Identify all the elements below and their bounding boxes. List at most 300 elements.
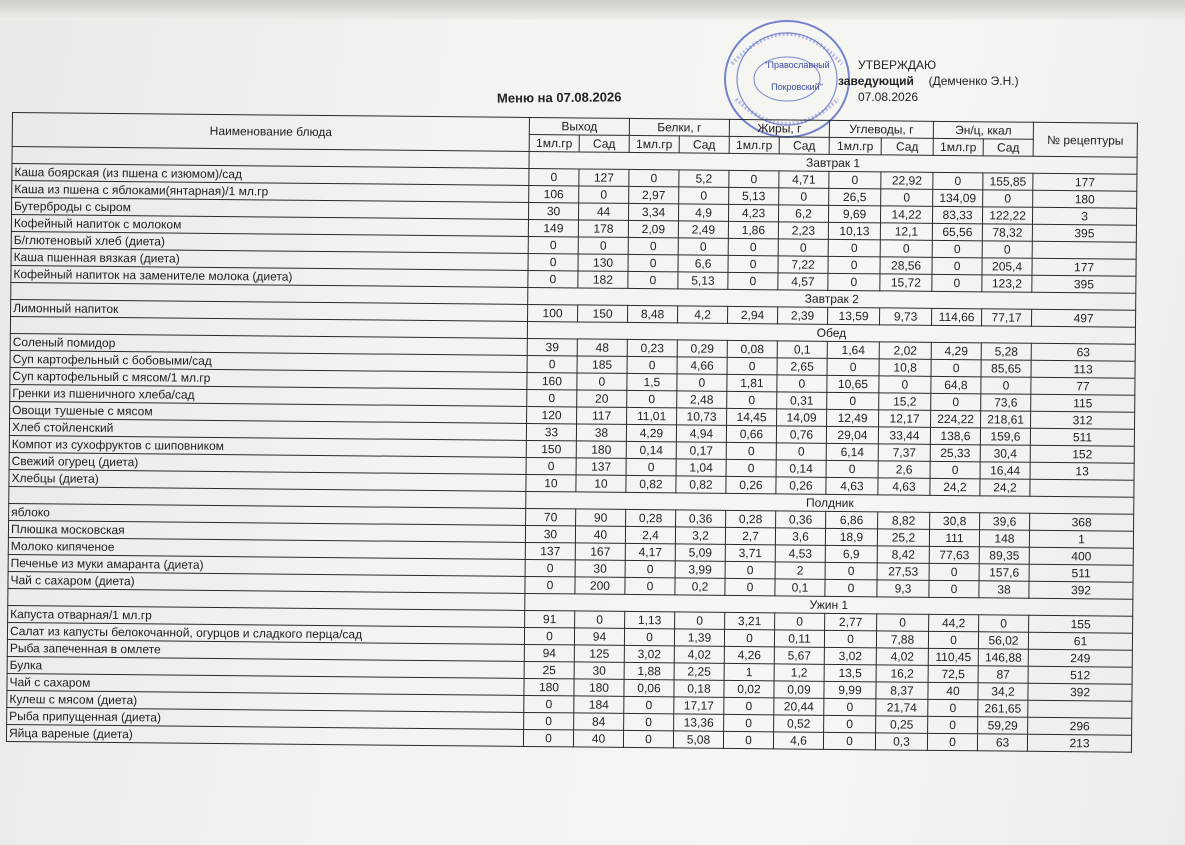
table-cell: 77,63 bbox=[929, 546, 979, 563]
table-cell: 40 bbox=[573, 730, 623, 747]
subheader-sad: Сад bbox=[983, 139, 1033, 156]
table-cell: 0,26 bbox=[726, 476, 776, 493]
table-cell: 44,2 bbox=[929, 614, 979, 631]
table-cell: 12,1 bbox=[880, 223, 932, 240]
table-cell: 2,48 bbox=[677, 391, 727, 408]
table-cell: 180 bbox=[574, 679, 624, 696]
table-cell: 0 bbox=[624, 713, 674, 730]
subheader-sad: Сад bbox=[579, 135, 629, 152]
table-cell: 30,4 bbox=[980, 445, 1030, 462]
table-cell: 0 bbox=[879, 376, 931, 393]
table-cell: 0 bbox=[677, 374, 727, 391]
table-cell: 4,57 bbox=[778, 273, 828, 290]
table-cell: 0,31 bbox=[777, 392, 827, 409]
table-cell: 1,64 bbox=[827, 341, 879, 358]
table-cell: 14,09 bbox=[777, 409, 827, 426]
table-cell: 218,61 bbox=[981, 411, 1031, 428]
table-cell: 2,77 bbox=[825, 613, 877, 630]
table-cell: 0,28 bbox=[726, 510, 776, 527]
table-cell: 4,29 bbox=[626, 424, 676, 441]
table-cell: 0,09 bbox=[774, 681, 824, 698]
table-cell: 10,73 bbox=[677, 408, 727, 425]
table-cell: 0,36 bbox=[676, 510, 726, 527]
table-cell: 0 bbox=[624, 696, 674, 713]
table-cell: 0 bbox=[627, 356, 677, 373]
table-cell: 15,72 bbox=[880, 274, 932, 291]
dish-name: Каша пшенная вязкая (диета) bbox=[11, 248, 528, 270]
table-cell: 0 bbox=[981, 377, 1031, 394]
table-cell: 0 bbox=[629, 169, 679, 186]
table-cell: 0 bbox=[929, 580, 979, 597]
table-cell: 395 bbox=[1032, 275, 1136, 293]
table-cell: 0 bbox=[524, 695, 574, 712]
table-cell: 0 bbox=[726, 442, 776, 459]
table-cell: 177 bbox=[1033, 173, 1137, 191]
table-cell: 90 bbox=[576, 509, 626, 526]
table-cell: 56,02 bbox=[978, 632, 1028, 649]
table-cell: 22,92 bbox=[881, 172, 933, 189]
table-cell: 0 bbox=[775, 613, 825, 630]
table-cell: 8,37 bbox=[876, 682, 928, 699]
table-cell: 0,02 bbox=[724, 680, 774, 697]
table-cell: 4,26 bbox=[724, 646, 774, 663]
table-cell: 0,18 bbox=[674, 680, 724, 697]
table-cell: 0 bbox=[579, 186, 629, 203]
table-cell: 10 bbox=[576, 475, 626, 492]
subheader-sad: Сад bbox=[779, 137, 829, 154]
table-cell: 1 bbox=[1029, 530, 1133, 548]
table-cell: 16,2 bbox=[876, 665, 928, 682]
table-cell: 155 bbox=[1029, 615, 1133, 633]
table-cell: 0,3 bbox=[875, 733, 927, 750]
approve-date: 07.08.2026 bbox=[858, 90, 919, 104]
dish-name: Чай с сахаром (диета) bbox=[8, 571, 525, 593]
table-cell: 25,2 bbox=[877, 529, 929, 546]
table-cell: 3 bbox=[1033, 207, 1137, 225]
dish-name: Хлеб стойленский bbox=[9, 418, 526, 440]
table-cell: 152 bbox=[1030, 445, 1134, 463]
table-cell: 1,86 bbox=[728, 221, 778, 238]
table-cell: 8,82 bbox=[878, 512, 930, 529]
table-cell: 77,17 bbox=[982, 309, 1032, 326]
table-cell: 368 bbox=[1030, 513, 1134, 531]
table-cell: 0 bbox=[628, 271, 678, 288]
table-cell: 2,09 bbox=[628, 220, 678, 237]
table-cell: 0,82 bbox=[626, 475, 676, 492]
table-cell: 29,04 bbox=[826, 426, 878, 443]
table-cell: 20,44 bbox=[774, 698, 824, 715]
header-recipe: № рецептуры bbox=[1033, 122, 1137, 157]
table-cell: 0 bbox=[627, 390, 677, 407]
table-cell: 149 bbox=[528, 219, 578, 236]
approve-label: УТВЕРЖДАЮ bbox=[858, 58, 937, 72]
table-cell: 77 bbox=[1031, 377, 1135, 395]
table-cell: 9,3 bbox=[877, 580, 929, 597]
table-cell: 137 bbox=[576, 458, 626, 475]
dish-name: Суп картофельный с мясом/1 мл.гр bbox=[10, 367, 527, 389]
dish-name: Чай с сахаром bbox=[7, 673, 524, 695]
table-cell: 0 bbox=[828, 256, 880, 273]
table-cell: 0 bbox=[626, 458, 676, 475]
table-cell: 2,49 bbox=[678, 221, 728, 238]
section-title: Обед bbox=[527, 321, 1135, 344]
table-cell: 184 bbox=[574, 696, 624, 713]
table-cell: 4,02 bbox=[674, 646, 724, 663]
dish-name: Суп картофельный с бобовыми/сад bbox=[10, 350, 527, 372]
table-cell: 25 bbox=[524, 661, 574, 678]
table-cell: 6,6 bbox=[678, 255, 728, 272]
table-cell: 1,81 bbox=[727, 374, 777, 391]
header-output: Выход bbox=[529, 117, 629, 135]
table-cell: 0 bbox=[529, 168, 579, 185]
table-cell: 83,33 bbox=[933, 206, 983, 223]
table-cell: 178 bbox=[578, 220, 628, 237]
table-cell: 0 bbox=[527, 355, 577, 372]
table-cell: 0 bbox=[827, 392, 879, 409]
dish-name: Б/глютеновый хлеб (диета) bbox=[11, 231, 528, 253]
stamp-text bbox=[762, 60, 832, 70]
table-cell: 0 bbox=[779, 188, 829, 205]
table-cell: 10 bbox=[526, 474, 576, 491]
table-cell: 137 bbox=[525, 542, 575, 559]
table-cell: 138,6 bbox=[930, 427, 980, 444]
dish-name: Кофейный напиток с молоком bbox=[11, 215, 528, 237]
table-cell: 2,94 bbox=[728, 306, 778, 323]
table-cell: 113 bbox=[1031, 360, 1135, 378]
table-cell: 61 bbox=[1028, 632, 1132, 650]
table-cell: 14,22 bbox=[880, 206, 932, 223]
table-cell: 0 bbox=[778, 239, 828, 256]
table-cell: 7,88 bbox=[876, 631, 928, 648]
dish-name: Яйца вареные (диета) bbox=[6, 724, 523, 746]
table-cell: 0 bbox=[526, 457, 576, 474]
paper-top-edge bbox=[0, 0, 1185, 20]
table-cell: 511 bbox=[1029, 564, 1133, 582]
table-cell: 0 bbox=[982, 241, 1032, 258]
table-cell: 4,71 bbox=[779, 171, 829, 188]
table-cell: 0 bbox=[724, 697, 774, 714]
table-cell: 89,35 bbox=[979, 547, 1029, 564]
dish-name: Овощи тушеные с мясом bbox=[10, 401, 527, 423]
dish-name: Капуста отварная/1 мл.гр bbox=[8, 605, 525, 627]
table-cell: 5,08 bbox=[673, 731, 723, 748]
table-cell: 0,76 bbox=[776, 426, 826, 443]
table-cell: 13,5 bbox=[824, 664, 876, 681]
table-cell: 4,53 bbox=[775, 545, 825, 562]
subheader-sad: Сад bbox=[881, 138, 933, 155]
dish-name: Плюшка московская bbox=[8, 520, 525, 542]
table-cell: 0 bbox=[881, 189, 933, 206]
table-cell: 392 bbox=[1028, 683, 1132, 701]
subheader-ml: 1мл.гр bbox=[629, 135, 679, 152]
table-cell: 148 bbox=[979, 530, 1029, 547]
header-energy: Эн/ц, ккал bbox=[933, 121, 1033, 139]
table-cell: 30 bbox=[528, 202, 578, 219]
table-cell: 182 bbox=[578, 271, 628, 288]
table-cell: 0,11 bbox=[774, 630, 824, 647]
table-cell: 0,2 bbox=[675, 578, 725, 595]
table-cell: 73,6 bbox=[981, 394, 1031, 411]
table-cell: 0,28 bbox=[626, 509, 676, 526]
table-cell: 25,33 bbox=[930, 444, 980, 461]
table-cell: 0 bbox=[979, 615, 1029, 632]
table-cell: 4,17 bbox=[625, 543, 675, 560]
table-cell: 4,23 bbox=[728, 204, 778, 221]
table-cell: 3,02 bbox=[824, 647, 876, 664]
table-cell: 39 bbox=[527, 338, 577, 355]
table-cell: 1 bbox=[724, 663, 774, 680]
table-cell: 0 bbox=[726, 459, 776, 476]
table-cell: 0,82 bbox=[676, 476, 726, 493]
table-cell: 0 bbox=[729, 170, 779, 187]
table-cell: 0,25 bbox=[876, 716, 928, 733]
table-cell: 3,6 bbox=[775, 528, 825, 545]
table-cell: 0 bbox=[931, 393, 981, 410]
table-cell: 70 bbox=[526, 508, 576, 525]
table-cell: 5,13 bbox=[678, 272, 728, 289]
table-cell: 0,14 bbox=[626, 441, 676, 458]
table-cell: 9,99 bbox=[824, 681, 876, 698]
table-cell: 0 bbox=[524, 627, 574, 644]
table-cell: 0 bbox=[824, 698, 876, 715]
table-cell: 63 bbox=[1031, 343, 1135, 361]
table-cell: 134,09 bbox=[933, 189, 983, 206]
table-cell: 4,94 bbox=[676, 425, 726, 442]
table-cell: 9,73 bbox=[880, 308, 932, 325]
table-cell: 160 bbox=[527, 372, 577, 389]
table-cell: 10,13 bbox=[828, 222, 880, 239]
table-cell: 0 bbox=[983, 190, 1033, 207]
table-cell: 0,14 bbox=[776, 460, 826, 477]
table-cell: 0 bbox=[932, 274, 982, 291]
table-cell: 5,09 bbox=[675, 544, 725, 561]
table-cell: 33,44 bbox=[878, 427, 930, 444]
table-cell: 114,66 bbox=[932, 308, 982, 325]
table-cell: 7,22 bbox=[778, 256, 828, 273]
table-cell: 157,6 bbox=[979, 564, 1029, 581]
table-cell: 497 bbox=[1032, 309, 1136, 327]
table-cell: 3,71 bbox=[725, 544, 775, 561]
table-cell: 0 bbox=[578, 237, 628, 254]
table-cell: 18,9 bbox=[825, 528, 877, 545]
table-cell: 0 bbox=[825, 579, 877, 596]
table-cell: 21,74 bbox=[876, 699, 928, 716]
table-cell: 0 bbox=[527, 389, 577, 406]
stamp-line2: Покровский" bbox=[771, 82, 823, 92]
table-cell: 0 bbox=[628, 254, 678, 271]
header-name: Наименование блюда bbox=[12, 113, 529, 152]
table-cell: 0 bbox=[728, 238, 778, 255]
table-cell: 296 bbox=[1028, 717, 1132, 735]
table-cell: 125 bbox=[574, 645, 624, 662]
table-cell: 30 bbox=[525, 525, 575, 542]
table-cell: 1,5 bbox=[627, 373, 677, 390]
table-cell: 2,7 bbox=[725, 527, 775, 544]
subheader-ml: 1мл.гр bbox=[829, 137, 881, 154]
table-cell: 0 bbox=[624, 628, 674, 645]
subheader-ml: 1мл.гр bbox=[933, 138, 983, 155]
dish-name: яблоко bbox=[9, 503, 526, 525]
table-cell: 0 bbox=[625, 577, 675, 594]
table-cell: 17,17 bbox=[674, 697, 724, 714]
table-cell: 392 bbox=[1029, 581, 1133, 599]
menu-table bbox=[6, 112, 1138, 753]
table-cell: 30 bbox=[574, 662, 624, 679]
table-cell: 180 bbox=[1033, 190, 1137, 208]
table-cell: 63 bbox=[977, 734, 1027, 751]
table-cell: 4,02 bbox=[876, 648, 928, 665]
table-cell: 0 bbox=[727, 357, 777, 374]
table-cell: 115 bbox=[1031, 394, 1135, 412]
table-cell: 0 bbox=[826, 460, 878, 477]
table-cell: 3,21 bbox=[725, 612, 775, 629]
table-cell: 155,85 bbox=[983, 173, 1033, 190]
table-cell: 312 bbox=[1031, 411, 1135, 429]
approve-signer: (Демченко Э.Н.) bbox=[928, 74, 1019, 88]
table-cell: 0 bbox=[824, 630, 876, 647]
table-cell: 6,86 bbox=[826, 511, 878, 528]
dish-name: Печенье из муки амаранта (диета) bbox=[8, 554, 525, 576]
table-cell: 213 bbox=[1027, 734, 1131, 752]
table-cell: 2,4 bbox=[625, 526, 675, 543]
table-cell: 0 bbox=[725, 578, 775, 595]
section-title: Ужин 1 bbox=[525, 593, 1133, 616]
table-cell: 8,48 bbox=[628, 305, 678, 322]
table-cell: 10,65 bbox=[827, 375, 879, 392]
table-cell: 2,97 bbox=[629, 186, 679, 203]
table-cell: 0 bbox=[523, 729, 573, 746]
table-cell: 6,14 bbox=[826, 443, 878, 460]
table-cell: 3,2 bbox=[675, 527, 725, 544]
table-cell: 0 bbox=[628, 237, 678, 254]
table-cell: 4,6 bbox=[773, 732, 823, 749]
table-cell: 185 bbox=[577, 356, 627, 373]
table-cell: 205,4 bbox=[982, 258, 1032, 275]
table-cell: 0 bbox=[728, 272, 778, 289]
table-cell: 0 bbox=[525, 559, 575, 576]
table-cell: 27,53 bbox=[877, 563, 929, 580]
table-cell: 512 bbox=[1028, 666, 1132, 684]
table-cell: 1,88 bbox=[624, 662, 674, 679]
dish-name: Каша из пшена с яблоками(янтарная)/1 мл.гр bbox=[12, 181, 529, 203]
table-cell: 0 bbox=[829, 171, 881, 188]
table-cell: 0 bbox=[724, 629, 774, 646]
header-proteins: Белки, г bbox=[629, 118, 729, 136]
table-cell: 30,8 bbox=[930, 512, 980, 529]
table-cell: 0 bbox=[678, 238, 728, 255]
table-cell: 40 bbox=[928, 682, 978, 699]
table-cell: 0 bbox=[931, 359, 981, 376]
table-cell: 0 bbox=[528, 236, 578, 253]
table-cell: 9,69 bbox=[828, 205, 880, 222]
table-cell: 0 bbox=[675, 612, 725, 629]
table-cell: 511 bbox=[1030, 428, 1134, 446]
table-cell: 91 bbox=[525, 610, 575, 627]
table-cell: 4,63 bbox=[878, 478, 930, 495]
table-cell: 2,6 bbox=[878, 461, 930, 478]
dish-name: Бутерброды с сыром bbox=[12, 198, 529, 220]
table-cell: 40 bbox=[575, 526, 625, 543]
dish-name: Салат из капусты белокочанной, огурцов и сладкого перца/сад bbox=[7, 622, 524, 644]
table-cell: 4,9 bbox=[678, 204, 728, 221]
table-cell: 13 bbox=[1030, 462, 1134, 480]
table-cell: 2,23 bbox=[778, 222, 828, 239]
table-cell: 13,36 bbox=[674, 714, 724, 731]
table-cell: 146,88 bbox=[978, 649, 1028, 666]
table-cell: 2,02 bbox=[879, 342, 931, 359]
table-cell: 20 bbox=[577, 390, 627, 407]
table-cell: 0 bbox=[824, 715, 876, 732]
table-cell: 0,26 bbox=[776, 477, 826, 494]
subheader-ml: 1мл.гр bbox=[529, 134, 579, 151]
table-cell: 65,56 bbox=[932, 223, 982, 240]
table-cell: 0,36 bbox=[776, 511, 826, 528]
dish-name: Булка bbox=[7, 656, 524, 678]
table-cell: 1,39 bbox=[674, 629, 724, 646]
header-fats: Жиры, г bbox=[729, 119, 829, 137]
table-cell: 11,01 bbox=[627, 407, 677, 424]
table-cell: 12,49 bbox=[827, 409, 879, 426]
table-cell: 0 bbox=[827, 358, 879, 375]
table-cell: 4,2 bbox=[678, 306, 728, 323]
table-cell: 122,22 bbox=[983, 207, 1033, 224]
table-cell: 10,8 bbox=[879, 359, 931, 376]
table-cell: 1,13 bbox=[625, 611, 675, 628]
table-cell: 177 bbox=[1032, 258, 1136, 276]
table-cell: 111 bbox=[929, 529, 979, 546]
table-cell: 0 bbox=[877, 614, 929, 631]
table-cell: 24,2 bbox=[980, 479, 1030, 496]
table-cell: 5,28 bbox=[981, 343, 1031, 360]
table-cell: 0 bbox=[930, 461, 980, 478]
table-cell: 106 bbox=[529, 185, 579, 202]
table-cell: 0,06 bbox=[624, 679, 674, 696]
section-title: Завтрак 2 bbox=[528, 287, 1136, 310]
table-cell: 44 bbox=[578, 203, 628, 220]
table-cell: 5,13 bbox=[729, 187, 779, 204]
table-cell: 0 bbox=[933, 172, 983, 189]
table-cell: 0 bbox=[623, 730, 673, 747]
table-cell: 2,39 bbox=[778, 307, 828, 324]
table-cell: 26,5 bbox=[829, 188, 881, 205]
dish-name: Кулеш с мясом (диета) bbox=[7, 690, 524, 712]
table-cell: 94 bbox=[524, 644, 574, 661]
table-cell: 0 bbox=[524, 712, 574, 729]
table-cell: 15,2 bbox=[879, 393, 931, 410]
table-cell: 167 bbox=[575, 543, 625, 560]
table-cell: 249 bbox=[1028, 649, 1132, 667]
table-cell: 200 bbox=[575, 577, 625, 594]
table-cell: 0,29 bbox=[677, 340, 727, 357]
section-title: Завтрак 1 bbox=[529, 151, 1137, 174]
approve-position-line bbox=[838, 74, 1019, 89]
table-cell: 2,65 bbox=[777, 358, 827, 375]
table-cell: 5,67 bbox=[774, 647, 824, 664]
table-cell: 6,9 bbox=[825, 545, 877, 562]
table-cell: 395 bbox=[1032, 224, 1136, 242]
subheader-sad: Сад bbox=[679, 136, 729, 153]
table-cell: 0 bbox=[928, 716, 978, 733]
dish-name: Кофейный напиток на заменителе молока (диета) bbox=[11, 265, 528, 287]
dish-name: Лимонный напиток bbox=[11, 299, 528, 321]
table-cell: 0 bbox=[823, 732, 875, 749]
table-cell: 0 bbox=[577, 373, 627, 390]
table-cell: 1,04 bbox=[676, 459, 726, 476]
section-title: Полдник bbox=[526, 491, 1134, 514]
subheader-ml: 1мл.гр bbox=[729, 136, 779, 153]
table-cell: 2 bbox=[775, 562, 825, 579]
table-cell: 0 bbox=[932, 257, 982, 274]
